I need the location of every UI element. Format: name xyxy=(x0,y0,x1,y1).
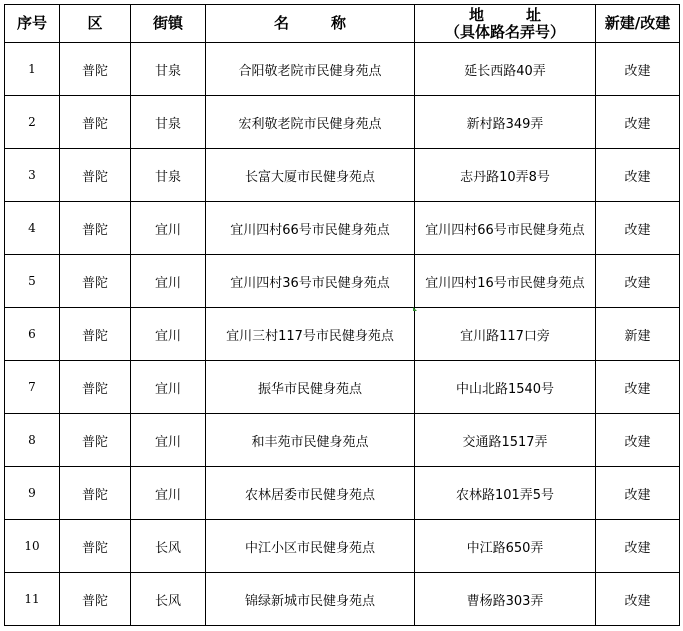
cell-type[interactable]: 改建 xyxy=(596,149,680,202)
cell-address[interactable]: 宜川路117口旁 xyxy=(415,308,596,361)
cell-type[interactable]: 改建 xyxy=(596,520,680,573)
table-row xyxy=(5,467,680,520)
cell-type[interactable]: 改建 xyxy=(596,467,680,520)
table-row xyxy=(5,361,680,414)
cell-seq[interactable]: 7 xyxy=(5,361,60,414)
cell-district[interactable]: 普陀 xyxy=(60,202,131,255)
cell-district[interactable]: 普陀 xyxy=(60,149,131,202)
cell-type[interactable]: 改建 xyxy=(596,361,680,414)
cell-type[interactable]: 改建 xyxy=(596,202,680,255)
cell-seq[interactable]: 5 xyxy=(5,255,60,308)
table-row xyxy=(5,520,680,573)
cell-seq[interactable]: 9 xyxy=(5,467,60,520)
cell-type[interactable]: 改建 xyxy=(596,573,680,626)
table-row xyxy=(5,43,680,96)
cell-street[interactable]: 宜川 xyxy=(131,361,206,414)
table-row xyxy=(5,255,680,308)
cell-seq[interactable]: 3 xyxy=(5,149,60,202)
header-address-part1: 地 xyxy=(468,5,484,24)
cell-district[interactable]: 普陀 xyxy=(60,573,131,626)
cell-district[interactable]: 普陀 xyxy=(60,255,131,308)
cell-street[interactable]: 宜川 xyxy=(131,308,206,361)
cell-name[interactable]: 宜川三村117号市民健身苑点 xyxy=(206,308,415,361)
cell-type[interactable]: 改建 xyxy=(596,255,680,308)
header-address[interactable] xyxy=(415,5,596,43)
table-row xyxy=(5,96,680,149)
header-name-part2: 称 xyxy=(331,14,347,32)
cell-street[interactable]: 甘泉 xyxy=(131,43,206,96)
cell-type[interactable]: 改建 xyxy=(596,414,680,467)
cell-name[interactable]: 农林居委市民健身苑点 xyxy=(206,467,415,520)
cell-type[interactable]: 新建 xyxy=(596,308,680,361)
cell-district[interactable]: 普陀 xyxy=(60,43,131,96)
cell-seq[interactable]: 8 xyxy=(5,414,60,467)
header-address-part2: 址 xyxy=(526,5,542,24)
cell-street[interactable]: 长风 xyxy=(131,573,206,626)
header-type[interactable]: 新建/改建 xyxy=(596,5,680,43)
cell-district[interactable]: 普陀 xyxy=(60,361,131,414)
cell-street[interactable]: 宜川 xyxy=(131,255,206,308)
cell-address[interactable]: 新村路349弄 xyxy=(415,96,596,149)
table-row xyxy=(5,202,680,255)
cell-address[interactable]: 农林路101弄5号 xyxy=(415,467,596,520)
cell-district[interactable]: 普陀 xyxy=(60,467,131,520)
cell-address[interactable]: 中江路650弄 xyxy=(415,520,596,573)
header-district[interactable]: 区 xyxy=(60,5,131,43)
cell-street[interactable]: 宜川 xyxy=(131,414,206,467)
cell-address[interactable]: 志丹路10弄8号 xyxy=(415,149,596,202)
cell-district[interactable]: 普陀 xyxy=(60,414,131,467)
cell-district[interactable]: 普陀 xyxy=(60,308,131,361)
cell-district[interactable]: 普陀 xyxy=(60,96,131,149)
cell-seq[interactable]: 10 xyxy=(5,520,60,573)
cell-address[interactable]: 宜川四村16号市民健身苑点 xyxy=(415,255,596,308)
cell-name[interactable]: 宏利敬老院市民健身苑点 xyxy=(206,96,415,149)
cell-address[interactable]: 中山北路1540号 xyxy=(415,361,596,414)
cell-address[interactable]: 宜川四村66号市民健身苑点 xyxy=(415,202,596,255)
cell-address[interactable]: 延长西路40弄 xyxy=(415,43,596,96)
header-seq[interactable]: 序号 xyxy=(5,5,60,43)
cell-name[interactable]: 锦绿新城市民健身苑点 xyxy=(206,573,415,626)
cell-address[interactable]: 交通路1517弄 xyxy=(415,414,596,467)
table-body xyxy=(5,43,680,626)
fitness-sites-table xyxy=(4,4,680,626)
cell-name[interactable]: 中江小区市民健身苑点 xyxy=(206,520,415,573)
cell-seq[interactable]: 6 xyxy=(5,308,60,361)
cell-seq[interactable]: 2 xyxy=(5,96,60,149)
cell-name[interactable]: 和丰苑市民健身苑点 xyxy=(206,414,415,467)
header-name-part1: 名 xyxy=(273,14,289,32)
cell-seq[interactable]: 1 xyxy=(5,43,60,96)
cell-street[interactable]: 甘泉 xyxy=(131,149,206,202)
table-row xyxy=(5,414,680,467)
cell-street[interactable]: 宜川 xyxy=(131,202,206,255)
cell-type[interactable]: 改建 xyxy=(596,43,680,96)
table-row xyxy=(5,308,680,361)
cell-street[interactable]: 甘泉 xyxy=(131,96,206,149)
cell-name[interactable]: 振华市民健身苑点 xyxy=(206,361,415,414)
header-address-sub: （具体路名弄号） xyxy=(444,22,565,41)
cell-district[interactable]: 普陀 xyxy=(60,520,131,573)
cell-seq[interactable]: 11 xyxy=(5,573,60,626)
table-row xyxy=(5,573,680,626)
cell-address[interactable]: 曹杨路303弄 xyxy=(415,573,596,626)
header-row xyxy=(5,5,680,43)
cell-comment-marker xyxy=(413,307,417,311)
table-row xyxy=(5,149,680,202)
cell-name[interactable]: 合阳敬老院市民健身苑点 xyxy=(206,43,415,96)
cell-name[interactable]: 宜川四村36号市民健身苑点 xyxy=(206,255,415,308)
cell-street[interactable]: 宜川 xyxy=(131,467,206,520)
header-street[interactable]: 街镇 xyxy=(131,5,206,43)
cell-name[interactable]: 长富大厦市民健身苑点 xyxy=(206,149,415,202)
cell-seq[interactable]: 4 xyxy=(5,202,60,255)
header-name[interactable] xyxy=(206,5,415,43)
cell-type[interactable]: 改建 xyxy=(596,96,680,149)
cell-street[interactable]: 长风 xyxy=(131,520,206,573)
cell-name[interactable]: 宜川四村66号市民健身苑点 xyxy=(206,202,415,255)
